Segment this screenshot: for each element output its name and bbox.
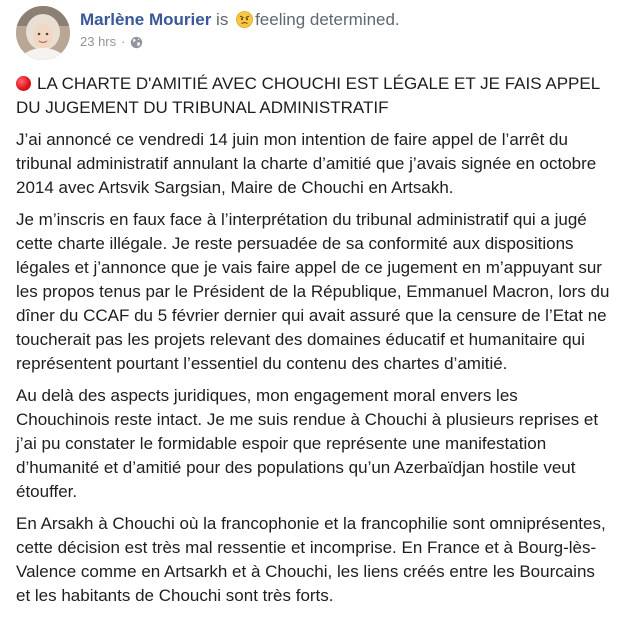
post-paragraph: Je m’inscris en faux face à l’interprétation du tribunal administratif qui a jugé cette charte illégale. Je reste persuadée de sa conformité aux dispositions légales et j’annonce que je vais faire appel de ce jugement en m’appuyant sur les propos tenus par le Président de la République, Emmanuel Macron, lors du dîner du CCAF du 5 février dernier qui avait assuré que la censure de l’Etat ne toucherait pas les projets relevant des domaines éducatif et humanitaire qui représentent pourtant l’essentiel du contenu des chartes d’amitié. (16, 210, 610, 373)
post-timestamp[interactable]: 23 hrs (80, 34, 117, 49)
meta-separator: · (121, 34, 126, 49)
author-line (80, 9, 400, 31)
determined-face-icon (236, 11, 253, 28)
profile-photo-icon (16, 6, 70, 60)
red-circle-icon (16, 76, 31, 91)
post-paragraph: En Arsakh à Chouchi où la francophonie et la francophilie sont omniprésentes, cette décision est très mal ressentie et incomprise. En France et à Bourg-lès-Valence comme en Artsarkh et à Chouchi, les liens créés entre les Bourcains et les habitants de Chouchi sont très forts. (16, 514, 606, 605)
post-body (16, 72, 611, 608)
post-headline-row (16, 72, 611, 120)
feeling-prefix: is (216, 10, 229, 29)
globe-icon[interactable] (130, 36, 143, 49)
post-sub-meta (80, 33, 400, 51)
post-header (16, 6, 611, 64)
author-name-link[interactable]: Marlène Mourier (80, 10, 212, 29)
avatar[interactable] (16, 6, 70, 60)
post-headline: LA CHARTE D'AMITIÉ AVEC CHOUCHI EST LÉGALE ET JE FAIS APPEL DU JUGEMENT DU TRIBUNAL ADMINISTRATIF (16, 74, 600, 117)
post-meta (80, 9, 400, 51)
post-paragraph: Au delà des aspects juridiques, mon engagement moral envers les Chouchinois reste intact. Je me suis rendue à Chouchi à plusieurs reprises et j’ai pu constater le formidable espoir que représente une manifestation d’humanité et d’amitié pour des populations qu’un Azerbaïdjan hostile veut étouffer. (16, 386, 599, 501)
post-paragraph: J’ai annoncé ce vendredi 14 juin mon intention de faire appel de l’arrêt du tribunal administratif annulant la charte d’amitié que j’avais signée en octobre 2014 avec Artsvik Sargsian, Maire de Chouchi en Artsakh. (16, 130, 597, 197)
feeling-text-link[interactable]: feeling determined. (255, 10, 400, 29)
